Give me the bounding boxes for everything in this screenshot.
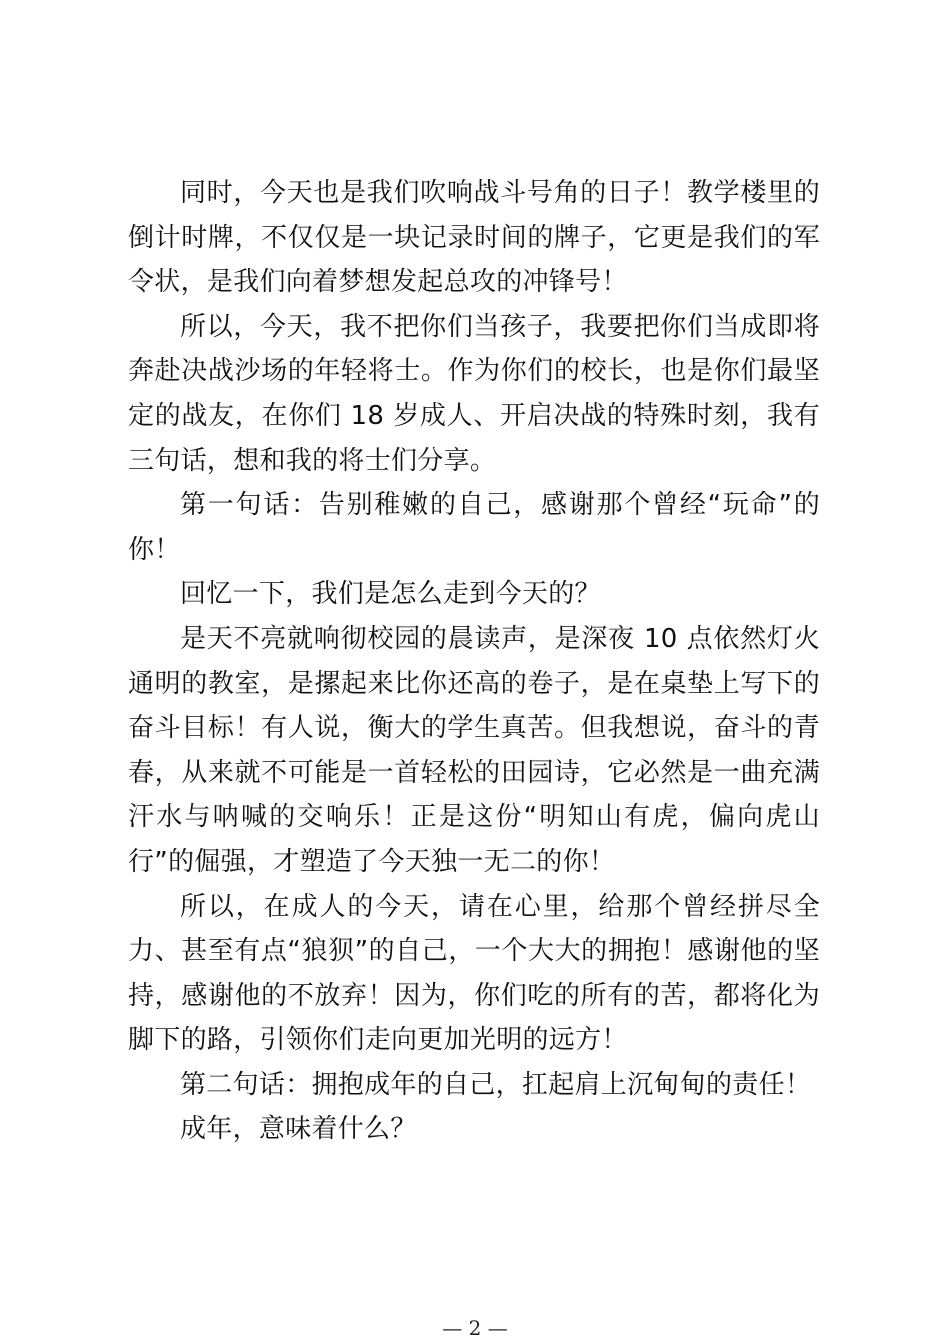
paragraph-embrace-self: 所以，在成人的今天，请在心里，给那个曾经拼尽全力、甚至有点“狼狈”的自己，一个大大的拥抱！感谢他的坚持，感谢他的不放弃！因为，你们吃的所有的苦，都将化为脚下的路，引领你们走向更加光明的远方！ bbox=[128, 891, 820, 1056]
heading-second-sentence: 第二句话：拥抱成年的自己，扛起肩上沉甸甸的责任！ bbox=[180, 1069, 812, 1100]
heading-first-sentence: 第一句话：告别稚嫩的自己，感谢那个曾经“玩命”的你！ bbox=[128, 490, 820, 565]
paragraph-struggle-youth: 是天不亮就响彻校园的晨读声，是深夜 10 点依然灯火通明的教室，是摞起来比你还高的卷子，是在桌垫上写下的奋斗目标！有人说，衡大的学生真苦。但我想说，奋斗的青春，从来就不可能是一首轻松的田园诗，它必然是一曲充满汗水与呐喊的交响乐！正是这份“明知山有虎，偏向虎山行”的倔强，才塑造了今天独一无二的你！ bbox=[128, 623, 820, 877]
page-number: — 2 — bbox=[442, 1316, 508, 1340]
paragraph-young-soldiers: 所以，今天，我不把你们当孩子，我要把你们当成即将奔赴决战沙场的年轻将士。作为你们的校长，也是你们最坚定的战友，在你们 18 岁成人、开启决战的特殊时刻，我有三句话，想和我的将士们分享。 bbox=[128, 311, 820, 476]
paragraph-adulthood-question: 成年，意味着什么？ bbox=[180, 1114, 417, 1145]
paragraph-recall-question: 回忆一下，我们是怎么走到今天的？ bbox=[180, 579, 601, 610]
paragraph-countdown-board: 同时，今天也是我们吹响战斗号角的日子！教学楼里的倒计时牌，不仅仅是一块记录时间的牌子，它更是我们的军令状，是我们向着梦想发起总攻的冲锋号！ bbox=[128, 178, 820, 298]
document-body bbox=[128, 171, 820, 1152]
